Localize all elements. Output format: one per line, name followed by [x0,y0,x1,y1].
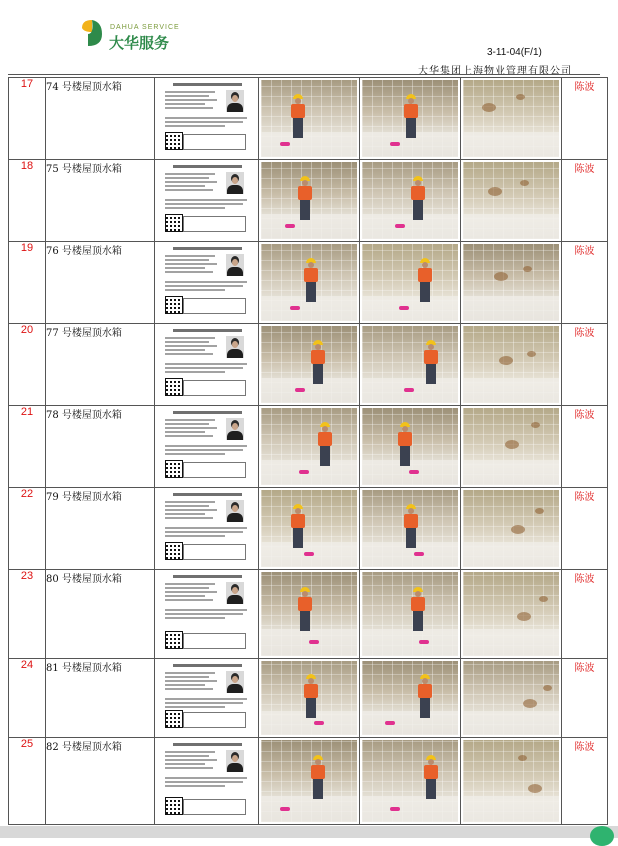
brand-english-name: DAHUA SERVICE [110,24,180,31]
inspection-table [8,77,608,825]
inspector-name: 陈波 [562,738,608,825]
tank-cleaning-photo-3 [461,78,562,160]
tank-cleaning-photo-3 [461,570,562,659]
tank-cleaning-photo-3 [461,738,562,825]
qr-code-icon [165,296,183,314]
company-name: 大华集团上海物业管理有限公司 [418,66,572,77]
tank-cleaning-photo-2 [360,570,461,659]
table-row [9,738,608,825]
qr-code-icon [165,460,183,478]
worker-photo-avatar [226,336,244,358]
table-row [9,659,608,738]
tank-location: 80 号楼屋顶水箱 [46,570,155,659]
document-header [0,0,618,78]
tank-cleaning-photo-3 [461,160,562,242]
tank-cleaning-photo-1 [259,160,360,242]
worker-figure [403,504,419,548]
qr-code-icon [165,132,183,150]
worker-photo-avatar [226,582,244,604]
document-number: 3-11-04(F/1) [487,47,542,58]
tank-cleaning-photo-2 [360,78,461,160]
inspector-name: 陈波 [562,570,608,659]
row-number: 24 [9,659,46,738]
tank-cleaning-photo-1 [259,324,360,406]
certificate-thumbnail [161,491,252,566]
certificate-thumbnail [161,662,252,734]
tank-location: 75 号楼屋顶水箱 [46,160,155,242]
table-row [9,324,608,406]
tank-cleaning-photo-2 [360,738,461,825]
viewer-footer-bar [0,826,618,838]
table-row [9,242,608,324]
worker-id-certificate [155,570,259,659]
tank-photo-image [463,326,559,403]
tank-cleaning-photo-2 [360,242,461,324]
tank-photo-image [261,740,357,822]
tank-location: 74 号楼屋顶水箱 [46,78,155,160]
worker-id-certificate [155,324,259,406]
inspector-name: 陈波 [562,78,608,160]
qr-code-icon [165,214,183,232]
certificate-thumbnail [161,163,252,238]
worker-photo-avatar [226,671,244,693]
tank-location: 77 号楼屋顶水箱 [46,324,155,406]
tank-location: 81 号楼屋顶水箱 [46,659,155,738]
tank-photo-image [261,80,357,157]
certificate-thumbnail [161,741,252,821]
tank-photo-image [362,162,458,239]
worker-id-certificate [155,406,259,488]
worker-photo-avatar [226,418,244,440]
certificate-thumbnail [161,573,252,655]
tank-location: 76 号楼屋顶水箱 [46,242,155,324]
tank-photo-image [261,572,357,656]
tank-cleaning-photo-2 [360,659,461,738]
worker-id-certificate [155,78,259,160]
worker-id-certificate [155,738,259,825]
tank-photo-image [362,408,458,485]
tank-photo-image [261,244,357,321]
table-row [9,78,608,160]
worker-figure [290,504,306,548]
worker-figure [410,176,426,220]
tank-cleaning-photo-1 [259,659,360,738]
tank-photo-image [463,490,559,567]
worker-figure [297,587,313,631]
qr-code-icon [165,710,183,728]
tank-photo-image [463,408,559,485]
tank-photo-image [261,490,357,567]
table-row [9,488,608,570]
row-number: 17 [9,78,46,160]
inspector-name: 陈波 [562,406,608,488]
dahua-logo-icon [80,18,104,48]
worker-photo-avatar [226,750,244,772]
worker-figure [303,258,319,302]
qr-code-icon [165,542,183,560]
inspector-name: 陈波 [562,242,608,324]
worker-figure [423,340,439,384]
brand-chinese-name: 大华服务 [109,34,170,52]
worker-figure [397,422,413,466]
tank-photo-image [362,572,458,656]
row-number: 25 [9,738,46,825]
tank-photo-image [362,80,458,157]
inspector-name: 陈波 [562,160,608,242]
tank-photo-image [463,80,559,157]
tank-photo-image [261,326,357,403]
worker-figure [310,755,326,799]
qr-code-icon [165,797,183,815]
tank-cleaning-photo-1 [259,406,360,488]
row-number: 19 [9,242,46,324]
tank-cleaning-photo-3 [461,406,562,488]
certificate-thumbnail [161,245,252,320]
row-number: 22 [9,488,46,570]
tank-photo-image [463,162,559,239]
row-number: 23 [9,570,46,659]
tank-cleaning-photo-3 [461,324,562,406]
tank-cleaning-photo-2 [360,324,461,406]
tank-photo-image [463,740,559,822]
worker-figure [417,258,433,302]
qr-code-icon [165,378,183,396]
tank-photo-image [362,326,458,403]
tank-photo-image [362,740,458,822]
worker-photo-avatar [226,500,244,522]
inspector-name: 陈波 [562,488,608,570]
tank-cleaning-photo-3 [461,242,562,324]
tank-location: 79 号楼屋顶水箱 [46,488,155,570]
tank-location: 78 号楼屋顶水箱 [46,406,155,488]
tank-cleaning-photo-2 [360,488,461,570]
worker-figure [417,674,433,718]
tank-location: 82 号楼屋顶水箱 [46,738,155,825]
row-number: 20 [9,324,46,406]
table-row [9,570,608,659]
tank-photo-image [463,572,559,656]
tank-cleaning-photo-1 [259,738,360,825]
tank-cleaning-photo-1 [259,488,360,570]
tank-cleaning-photo-1 [259,242,360,324]
tank-cleaning-photo-3 [461,659,562,738]
table-row [9,160,608,242]
tank-photo-image [463,661,559,735]
row-number: 18 [9,160,46,242]
worker-figure [410,587,426,631]
tank-cleaning-photo-1 [259,570,360,659]
worker-figure [317,422,333,466]
tank-photo-image [261,408,357,485]
tank-photo-image [463,244,559,321]
worker-figure [297,176,313,220]
worker-figure [310,340,326,384]
tank-photo-image [261,661,357,735]
worker-photo-avatar [226,254,244,276]
worker-figure [303,674,319,718]
worker-figure [423,755,439,799]
tank-photo-image [362,661,458,735]
floating-action-icon[interactable] [590,826,614,846]
certificate-thumbnail [161,81,252,156]
worker-photo-avatar [226,90,244,112]
row-number: 21 [9,406,46,488]
worker-id-certificate [155,242,259,324]
tank-cleaning-photo-2 [360,406,461,488]
worker-id-certificate [155,488,259,570]
worker-figure [290,94,306,138]
certificate-thumbnail [161,327,252,402]
certificate-thumbnail [161,409,252,484]
header-divider [8,74,600,75]
tank-cleaning-photo-1 [259,78,360,160]
worker-figure [403,94,419,138]
tank-photo-image [362,244,458,321]
inspector-name: 陈波 [562,324,608,406]
qr-code-icon [165,631,183,649]
tank-cleaning-photo-2 [360,160,461,242]
worker-id-certificate [155,659,259,738]
tank-photo-image [362,490,458,567]
worker-id-certificate [155,160,259,242]
table-row [9,406,608,488]
tank-photo-image [261,162,357,239]
tank-cleaning-photo-3 [461,488,562,570]
worker-photo-avatar [226,172,244,194]
inspector-name: 陈波 [562,659,608,738]
